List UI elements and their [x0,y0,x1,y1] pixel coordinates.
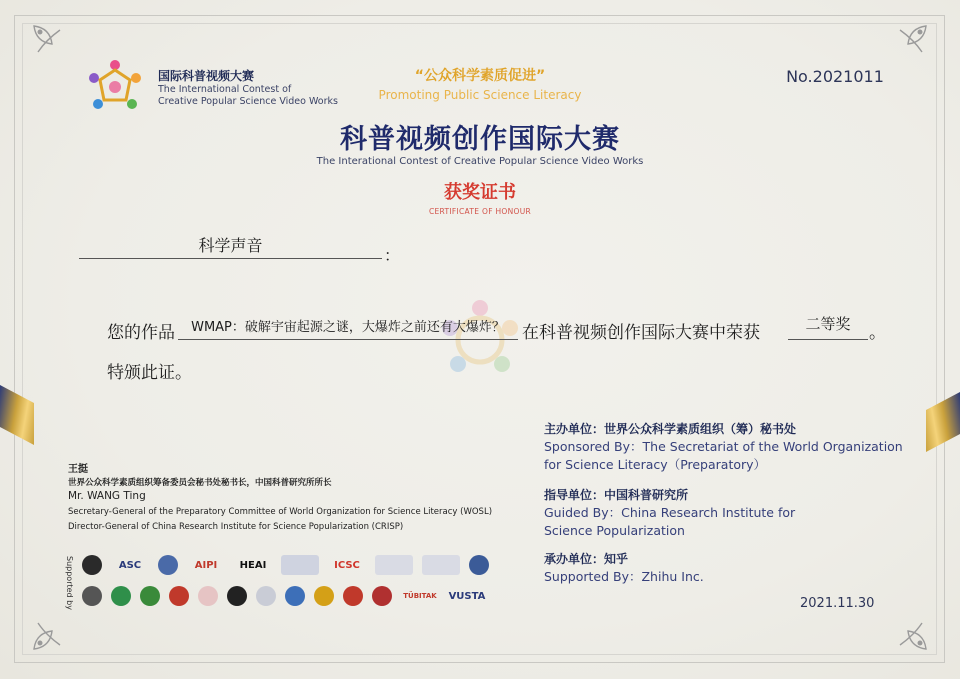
sentence-period: 。 [869,323,886,343]
signatory-title-en-1: Secretary-General of the Preparatory Committee of World Organization for Science Literacy (WOSL) [68,507,493,517]
certificate-title-en: CERTIFICATE OF HONOUR [428,207,532,216]
partner-logo-icon [372,586,392,606]
corner-ornament-icon [884,22,930,68]
partner-logo-icon [158,555,178,575]
prize-underline [788,339,868,340]
contest-logo-icon [84,56,146,118]
partner-logos-row-2 [82,586,486,606]
partner-logo-icon [82,555,102,575]
partner-logo-asc: ASC [118,559,142,571]
organizer-name-cn: 国际科普视频大赛 [158,69,255,83]
partner-logo-icon [82,586,102,606]
partner-logo-icon [111,586,131,606]
partner-logo-icon [469,555,489,575]
partner-logo-icsc: ICSC [334,559,360,571]
partner-logo-icon [169,586,189,606]
supporting-organization: 承办单位：知乎 Supported By：Zhihu Inc. [544,552,704,584]
award-statement: 在科普视频创作国际大赛中荣获 [522,323,760,343]
organizer-name-en: The International Contest of Creative Popular Science Video Works [158,84,338,107]
partner-logos-row-1 [82,555,489,575]
partner-logo-icon [281,555,319,575]
partner-logo-icon [285,586,305,606]
prize-level: 二等奖 [805,315,851,333]
partner-logo-vusta: VUSTA [448,590,486,602]
certification-text: 特颁此证。 [107,363,192,383]
slogan-en: Promoting Public Science Literacy [378,88,582,102]
partner-logo-icon [422,555,460,575]
supported-by-label: Supported by [65,556,74,610]
partner-logo-aipi: AIPI [194,559,218,571]
partner-logo-icon [256,586,276,606]
certificate-number: No.2021011 [786,67,884,86]
certificate-title-cn: 获奖证书 [444,182,516,203]
signatory-title-cn: 世界公众科学素质组织筹备委员会秘书处秘书长，中国科普研究所所长 [68,478,332,488]
partner-logo-heai: HEAI [239,559,267,571]
recipient-colon: ： [384,246,401,265]
watermark-logo-icon [430,290,530,390]
signatory-name-cn: 王挺 [68,464,88,475]
guiding-organization: 指导单位：中国科普研究所 Guided By：China Research Institute for Science Popularization [544,488,796,538]
signatory-title-en-2: Director-General of China Research Institute for Science Popularization (CRISP) [68,522,404,532]
contest-title-cn: 科普视频创作国际大赛 [340,124,620,155]
partner-logo-icon [343,586,363,606]
corner-ornament-icon [884,607,930,653]
corner-ornament-icon [30,607,76,653]
partner-logo-icon [314,586,334,606]
recipient-name: 科学声音 [198,236,263,255]
host-organization: 主办单位：世界公众科学素质组织（筹）秘书处 Sponsored By：The Secretariat of the World Organization for Science Literacy（Preparatory） [544,422,903,472]
partner-logo-icon [227,586,247,606]
issue-date: 2021.11.30 [800,596,875,611]
work-prefix: 您的作品 [107,323,175,343]
slogan-cn: “公众科学素质促进” [414,68,546,84]
recipient-underline [79,258,382,259]
partner-logo-icon [198,586,218,606]
partner-logo-icon [375,555,413,575]
work-underline [178,339,518,340]
signatory-name-en: Mr. WANG Ting [68,490,146,502]
work-title: WMAP：破解宇宙起源之谜，大爆炸之前还有大爆炸？ [191,320,505,335]
corner-ornament-icon [30,22,76,68]
partner-logo-icon [140,586,160,606]
partner-logo-tubitak: TÜBITAK [403,592,437,600]
contest-title-en: The Interational Contest of Creative Popular Science Video Works [316,156,644,167]
